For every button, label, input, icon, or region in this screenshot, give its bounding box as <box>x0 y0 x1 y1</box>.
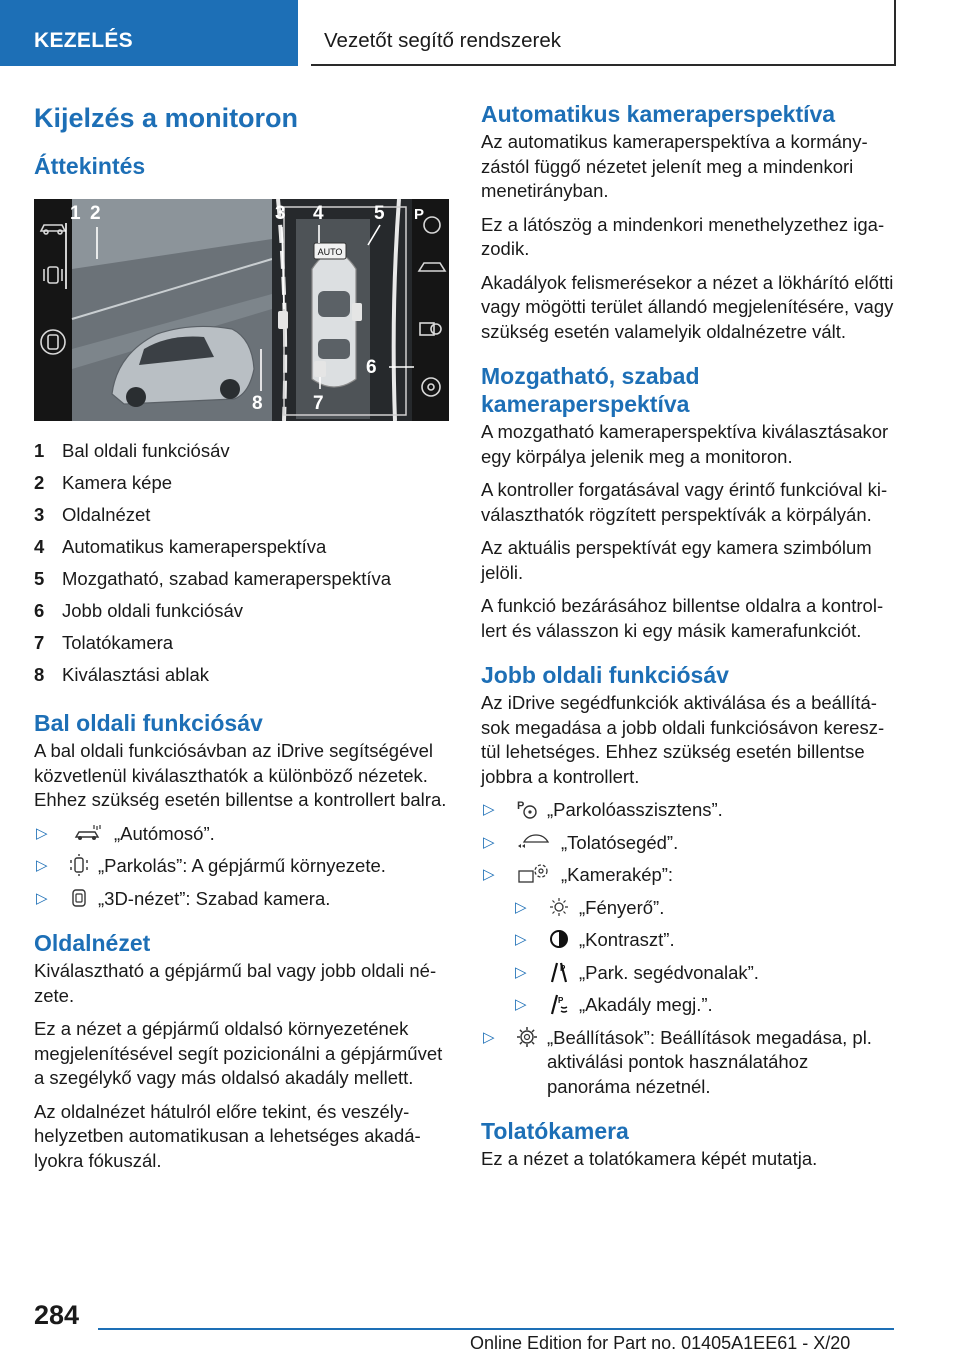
page-number: 284 <box>34 1300 80 1330</box>
contrast-icon <box>547 928 571 950</box>
side-view-heading: Oldalnézet <box>34 930 151 956</box>
list-item: ▷ „Tolatósegéd”. <box>481 831 896 856</box>
callout-7: 7 <box>313 393 324 414</box>
svg-text:P: P <box>560 963 566 973</box>
chapter-tab <box>311 0 896 66</box>
footer-edition: Online Edition for Part no. 01405A1EE61 - X/20 <box>470 1333 851 1353</box>
settings-gear-icon <box>515 1026 539 1048</box>
overview-heading: Áttekintés <box>34 153 146 179</box>
legend-item: 4 Automatikus kameraperspektíva <box>34 536 327 557</box>
bullet-triangle-icon: ▷ <box>515 963 527 981</box>
bullet-triangle-icon: ▷ <box>36 824 48 842</box>
right-bar-body: Az iDrive segédfunkciók aktiválása és a beállítások megadása a jobb oldali funkciósávon keresztül lehetséges. Ehhez szükség esetén billentse jobbra a kontrollert. <box>481 692 885 787</box>
legend-item: 8 Kiválasztási ablak <box>34 664 210 685</box>
obstacle-marking-icon <box>547 993 571 1015</box>
free-perspective-text-1: A mozgatható kameraperspektíva kiválasztásakor egy körpálya jelenik meg a monitoron. <box>481 421 889 467</box>
list-item: ▷ „Fényerő”. <box>481 896 896 921</box>
right-bar-heading: Jobb oldali funkciósáv <box>481 662 729 688</box>
car-wash-icon <box>68 822 106 844</box>
legend-item: 1 Bal oldali funkciósáv <box>34 440 230 461</box>
auto-perspective-heading: Automatikus kameraperspektíva <box>481 101 836 127</box>
bullet-triangle-icon: ▷ <box>36 857 48 874</box>
list-item: ▷ P „Park. segédvonalak”. <box>481 961 896 986</box>
svg-text:P: P <box>558 996 564 1005</box>
callout-2: 2 <box>90 203 101 224</box>
callout-1: 1 <box>70 203 81 224</box>
page-title: Kijelzés a monitoron <box>34 103 299 133</box>
list-item: ▷ „Parkolás”: A gépjármű környezete. <box>34 854 449 879</box>
parking-assistant-icon <box>515 798 539 820</box>
left-bar-list <box>34 822 449 912</box>
free-perspective-text-4: A funkció bezárásához billentse oldalra a kontrollert és válasszon ki egy másik kamerafunkciót. <box>481 595 884 641</box>
callout-4: 4 <box>313 203 324 224</box>
bullet-triangle-icon: ▷ <box>483 1028 495 1046</box>
list-item: ▷ „Kontraszt”. <box>481 928 896 953</box>
footer-divider <box>98 1328 894 1330</box>
list-item: ▷ „Beállítások”: Beállítások megadása, pl. aktiválási pontok használatához panoráma nézetnél. <box>483 1026 872 1097</box>
chapter-title: Vezetőt segítő rendszerek <box>324 29 562 52</box>
legend-item: 7 Tolatókamera <box>34 632 174 653</box>
parking-view-icon <box>68 854 90 876</box>
bullet-triangle-icon: ▷ <box>483 801 495 818</box>
left-bar-heading: Bal oldali funkciósáv <box>34 710 263 736</box>
bullet-triangle-icon: ▷ <box>515 996 527 1013</box>
p-tag: P <box>414 206 425 223</box>
parking-guidelines-icon <box>547 961 571 983</box>
3d-view-icon <box>68 887 90 909</box>
list-item: ▷ „Autómosó”. <box>34 822 449 847</box>
callout-8: 8 <box>252 393 263 414</box>
bullet-triangle-icon: ▷ <box>36 889 48 907</box>
callout-3: 3 <box>275 203 286 224</box>
legend-item: 3 Oldalnézet <box>34 504 151 525</box>
bullet-triangle-icon: ▷ <box>515 931 527 948</box>
bullet-triangle-icon: ▷ <box>515 898 527 916</box>
side-view-text-1: Kiválasztható a gépjármű bal vagy jobb oldali nézete. <box>34 960 437 1006</box>
list-item: ▷ P „Akadály megj.”. <box>481 993 896 1018</box>
list-item: ▷ „3D-nézet”: Szabad kamera. <box>34 887 449 912</box>
section-title: KEZELÉS <box>34 29 133 52</box>
list-item: ▷ „Kamerakép”: <box>481 863 896 888</box>
legend-item: 6 Jobb oldali funkciósáv <box>34 600 243 621</box>
reverse-assistant-icon <box>515 831 553 853</box>
auto-perspective-text-3: Akadályok felismerésekor a nézet a lökhárító előtti vagy mögötti terület állandó megjelenítésére, vagy szükség esetén valamelyik oldalnézetre vált. <box>481 271 894 342</box>
reverse-camera-heading: Tolatókamera <box>481 1118 629 1144</box>
brightness-icon <box>547 896 571 918</box>
right-bar-list <box>481 798 896 1099</box>
left-bar-body: A bal oldali funkciósávban az iDrive segítségével közvetlenül kiválaszthatók a különböző nézetek. Ehhez szükség esetén billentse a kontrollert balra. <box>34 740 447 810</box>
free-perspective-heading: Mozgatható, szabad kameraperspektíva <box>481 363 700 417</box>
monitor-illustration <box>34 199 449 421</box>
monitor-figure <box>34 199 449 421</box>
bullet-triangle-icon: ▷ <box>483 833 495 851</box>
free-perspective-text-3: Az aktuális perspektívát egy kamera szimbólum jelöli. <box>481 537 872 583</box>
callout-6: 6 <box>366 357 377 378</box>
auto-perspective-text-1: Az automatikus kameraperspektíva a kormányzástól függő nézetet jelenít meg a mindenkori menetirányban. <box>481 131 868 201</box>
auto-tag: AUTO <box>317 247 343 257</box>
bullet-triangle-icon: ▷ <box>483 866 495 883</box>
list-item: ▷ P „Parkolóasszisztens”. <box>481 798 896 823</box>
section-tab <box>0 0 298 66</box>
reverse-camera-text: Ez a nézet a tolatókamera képét mutatja. <box>481 1148 818 1169</box>
figure-legend <box>34 435 449 691</box>
left-column <box>34 100 449 1182</box>
legend-item: 5 Mozgatható, szabad kameraperspektíva <box>34 568 392 589</box>
camera-image-icon <box>515 863 553 885</box>
right-column <box>481 100 896 1181</box>
auto-perspective-text-2: Ez a látószög a mindenkori menethelyzethez igazodik. <box>481 213 885 259</box>
svg-text:P: P <box>517 800 525 812</box>
side-view-text-2: Ez a nézet a gépjármű oldalsó környezetének megjelenítésével segít pozicionálni a gépjárművet a szegélykő vagy más oldalsó akadály mellett. <box>34 1018 443 1088</box>
callout-5: 5 <box>374 203 385 224</box>
free-perspective-text-2: A kontroller forgatásával vagy érintő funkcióval kiválaszthatók rögzített perspektívák a körpályán. <box>481 479 888 525</box>
side-view-text-3: Az oldalnézet hátulról előre tekint, és veszélyhelyzetben automatikusan a lehetséges akadályokra fókuszál. <box>34 1100 421 1171</box>
legend-item: 2 Kamera képe <box>34 472 173 493</box>
